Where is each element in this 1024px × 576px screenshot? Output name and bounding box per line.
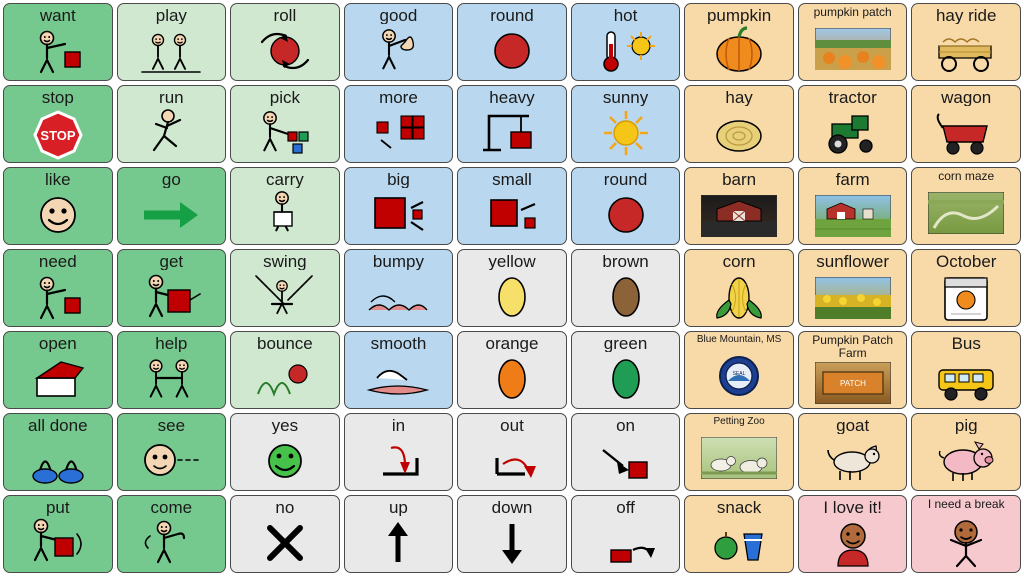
stick-figure-reaching-red-box-icon bbox=[5, 24, 111, 78]
board-cell-sunflower[interactable] bbox=[798, 249, 908, 327]
cell-label: all done bbox=[27, 416, 88, 434]
photo-corn-maze-icon bbox=[913, 183, 1019, 242]
thermometer-sun-icon bbox=[573, 24, 679, 78]
face-seeing-icon bbox=[119, 434, 225, 488]
apple-drink-snack-icon bbox=[686, 516, 792, 570]
bouncing-ball-icon bbox=[232, 352, 338, 406]
cell-label: put bbox=[45, 498, 70, 516]
board-cell-up[interactable] bbox=[344, 495, 454, 573]
board-cell-wagon[interactable] bbox=[911, 85, 1021, 163]
board-cell-swing[interactable] bbox=[230, 249, 340, 327]
board-cell-barn[interactable] bbox=[684, 167, 794, 245]
cell-label: smooth bbox=[370, 334, 427, 352]
cell-label: sunflower bbox=[816, 252, 890, 271]
cell-label: more bbox=[379, 88, 418, 106]
cell-label: up bbox=[388, 498, 408, 516]
cell-label: goat bbox=[836, 416, 870, 434]
cell-label: October bbox=[935, 252, 997, 270]
cell-label: see bbox=[157, 416, 186, 434]
arrow-into-box-icon bbox=[346, 434, 452, 488]
cell-label: brown bbox=[602, 252, 649, 270]
figure-putting-box-icon bbox=[5, 516, 111, 570]
cell-label: open bbox=[38, 334, 77, 352]
cell-label: go bbox=[161, 170, 181, 188]
cell-label: sunny bbox=[602, 88, 649, 106]
board-cell-like[interactable] bbox=[3, 167, 113, 245]
board-cell-petting-zoo[interactable] bbox=[684, 413, 794, 491]
board-cell-more[interactable] bbox=[344, 85, 454, 163]
green-arrow-right-icon bbox=[119, 188, 225, 242]
cell-label: play bbox=[155, 6, 187, 24]
cell-label: pumpkin patch bbox=[813, 5, 892, 19]
cell-label: need bbox=[38, 252, 77, 270]
board-cell-goat[interactable] bbox=[798, 413, 908, 491]
board-cell-on[interactable] bbox=[571, 413, 681, 491]
person-thumbs-up-icon bbox=[346, 24, 452, 78]
pumpkin-icon bbox=[686, 24, 792, 78]
board-cell-open[interactable] bbox=[3, 331, 113, 409]
svg-text:STOP: STOP bbox=[40, 128, 76, 143]
arrow-onto-box-icon bbox=[573, 434, 679, 488]
board-cell-snack[interactable] bbox=[684, 495, 794, 573]
hay-bale-icon bbox=[686, 106, 792, 160]
two-figures-helping-icon bbox=[119, 352, 225, 406]
calendar-october-icon bbox=[913, 270, 1019, 324]
board-cell-out[interactable] bbox=[457, 413, 567, 491]
cell-label: barn bbox=[722, 170, 757, 189]
board-cell-farm[interactable] bbox=[798, 167, 908, 245]
cell-label: hay ride bbox=[935, 6, 997, 24]
board-cell-hot[interactable] bbox=[571, 3, 681, 81]
arrow-down-icon bbox=[459, 516, 565, 570]
cell-label: wagon bbox=[941, 88, 992, 106]
photo-pumpkin-patch-farm-sign-icon bbox=[800, 360, 906, 406]
child-on-swing-icon bbox=[232, 270, 338, 324]
board-cell-get[interactable] bbox=[117, 249, 227, 327]
brown-oval-icon bbox=[573, 270, 679, 324]
red-circle-icon bbox=[573, 188, 679, 242]
photo-sunflower-field-icon bbox=[800, 271, 906, 324]
board-cell-orange[interactable] bbox=[457, 331, 567, 409]
board-cell-corn[interactable] bbox=[684, 249, 794, 327]
arrow-up-icon bbox=[346, 516, 452, 570]
board-cell-i-love-it[interactable] bbox=[798, 495, 908, 573]
sun-icon bbox=[573, 106, 679, 160]
cell-label: pumpkin bbox=[706, 6, 772, 24]
black-x-icon bbox=[232, 516, 338, 570]
two-children-playing-icon bbox=[119, 24, 225, 78]
svg-text:PATCH: PATCH bbox=[839, 379, 866, 388]
cell-label: yes bbox=[271, 416, 299, 434]
board-cell-want[interactable] bbox=[3, 3, 113, 81]
cell-label: I need a break bbox=[927, 497, 1005, 511]
figure-reaching-red-box-icon bbox=[5, 270, 111, 324]
board-cell-pumpkin-patch-farm[interactable] bbox=[798, 331, 908, 409]
cell-label: I love it! bbox=[823, 498, 882, 516]
arrow-off-box-icon bbox=[573, 516, 679, 570]
cell-label: Petting Zoo bbox=[713, 416, 765, 427]
board-cell-see[interactable] bbox=[117, 413, 227, 491]
blocks-more-icon bbox=[346, 106, 452, 160]
board-cell-good[interactable] bbox=[344, 3, 454, 81]
board-cell-bounce[interactable] bbox=[230, 331, 340, 409]
board-cell-green[interactable] bbox=[571, 331, 681, 409]
svg-text:SEAL: SEAL bbox=[732, 370, 746, 377]
cell-label: carry bbox=[265, 170, 304, 188]
board-cell-yellow[interactable] bbox=[457, 249, 567, 327]
figure-picking-blocks-icon bbox=[232, 106, 338, 160]
board-cell-sunny[interactable] bbox=[571, 85, 681, 163]
cell-label: out bbox=[500, 416, 524, 434]
school-bus-icon bbox=[913, 352, 1019, 406]
cell-label: corn bbox=[722, 252, 756, 270]
cell-label: small bbox=[492, 170, 532, 188]
cell-label: Blue Mountain, MS bbox=[696, 334, 782, 345]
hands-all-done-icon bbox=[5, 434, 111, 488]
cell-label: like bbox=[45, 170, 71, 188]
cell-label: corn maze bbox=[938, 169, 995, 183]
figure-grabbing-red-box-icon bbox=[119, 270, 225, 324]
board-cell-play[interactable] bbox=[117, 3, 227, 81]
big-red-square-icon bbox=[346, 188, 452, 242]
red-wagon-icon bbox=[913, 106, 1019, 160]
cell-label: down bbox=[491, 498, 533, 516]
town-seal-icon bbox=[686, 345, 792, 406]
board-cell-big[interactable] bbox=[344, 167, 454, 245]
board-cell-tractor[interactable] bbox=[798, 85, 908, 163]
cell-label: bumpy bbox=[372, 252, 424, 270]
board-cell-brown[interactable] bbox=[571, 249, 681, 327]
cell-label: farm bbox=[835, 170, 870, 189]
photo-farm-icon bbox=[800, 189, 906, 242]
board-cell-stop[interactable] bbox=[3, 85, 113, 163]
green-smiley-yes-icon bbox=[232, 434, 338, 488]
cell-label: want bbox=[39, 6, 76, 24]
red-ball-rolling-arrows-icon bbox=[232, 24, 338, 78]
board-cell-corn-maze[interactable] bbox=[911, 167, 1021, 245]
board-cell-smooth[interactable] bbox=[344, 331, 454, 409]
smooth-surface-hand-icon bbox=[346, 352, 452, 406]
board-cell-bumpy[interactable] bbox=[344, 249, 454, 327]
hay-wagon-icon bbox=[913, 24, 1019, 78]
cell-label: big bbox=[387, 170, 410, 188]
board-cell-help[interactable] bbox=[117, 331, 227, 409]
running-figure-icon bbox=[119, 106, 225, 160]
stop-sign-icon bbox=[5, 106, 111, 160]
board-cell-round[interactable] bbox=[571, 167, 681, 245]
board-cell-roll[interactable] bbox=[230, 3, 340, 81]
board-cell-pick[interactable] bbox=[230, 85, 340, 163]
cell-label: pick bbox=[269, 88, 300, 106]
figure-carrying-box-icon bbox=[232, 188, 338, 242]
board-cell-i-need-a-break[interactable] bbox=[911, 495, 1021, 573]
person-heart-love-icon bbox=[800, 516, 906, 570]
board-cell-blue-mountain-ms[interactable] bbox=[684, 331, 794, 409]
board-cell-down[interactable] bbox=[457, 495, 567, 573]
cell-label: round bbox=[603, 170, 648, 188]
board-cell-go[interactable] bbox=[117, 167, 227, 245]
board-cell-pumpkin-patch[interactable] bbox=[798, 3, 908, 81]
board-cell-put[interactable] bbox=[3, 495, 113, 573]
board-cell-october[interactable] bbox=[911, 249, 1021, 327]
figure-come-here-icon bbox=[119, 516, 225, 570]
cell-label: get bbox=[159, 252, 184, 270]
board-cell-in[interactable] bbox=[344, 413, 454, 491]
opening-box-icon bbox=[5, 352, 111, 406]
cell-label: round bbox=[490, 6, 534, 24]
board-cell-small[interactable] bbox=[457, 167, 567, 245]
cell-label: green bbox=[603, 334, 648, 352]
cell-label: snack bbox=[716, 498, 762, 516]
arrow-out-of-box-icon bbox=[459, 434, 565, 488]
board-cell-round[interactable] bbox=[457, 3, 567, 81]
cell-label: heavy bbox=[489, 88, 535, 106]
bumpy-road-icon bbox=[346, 270, 452, 324]
board-cell-run[interactable] bbox=[117, 85, 227, 163]
board-cell-bus[interactable] bbox=[911, 331, 1021, 409]
photo-pumpkin-field-icon bbox=[800, 19, 906, 78]
smiley-face-icon bbox=[5, 188, 111, 242]
yellow-oval-icon bbox=[459, 270, 565, 324]
board-cell-all-done[interactable] bbox=[3, 413, 113, 491]
cell-label: good bbox=[379, 6, 418, 24]
cell-label: hay bbox=[725, 88, 753, 106]
cell-label: in bbox=[391, 416, 406, 434]
pig-icon bbox=[913, 434, 1019, 488]
cell-label: run bbox=[159, 88, 184, 106]
cell-label: stop bbox=[41, 88, 74, 106]
board-cell-off[interactable] bbox=[571, 495, 681, 573]
cell-label: come bbox=[150, 498, 193, 516]
small-red-square-icon bbox=[459, 188, 565, 242]
board-cell-yes[interactable] bbox=[230, 413, 340, 491]
cell-label: tractor bbox=[828, 88, 877, 106]
photo-barn-icon bbox=[686, 189, 792, 242]
board-cell-pumpkin[interactable] bbox=[684, 3, 794, 81]
board-cell-come[interactable] bbox=[117, 495, 227, 573]
red-circle-icon bbox=[459, 24, 565, 78]
cell-label: hot bbox=[613, 6, 638, 24]
cell-label: yellow bbox=[488, 252, 536, 270]
cell-label: on bbox=[616, 416, 635, 434]
board-cell-carry[interactable] bbox=[230, 167, 340, 245]
cell-label: pig bbox=[954, 416, 978, 434]
cell-label: help bbox=[155, 334, 188, 352]
photo-petting-zoo-icon bbox=[686, 427, 792, 488]
cell-label: Bus bbox=[951, 334, 981, 352]
board-cell-hay-ride[interactable] bbox=[911, 3, 1021, 81]
cell-label: roll bbox=[273, 6, 297, 24]
person-break-icon bbox=[913, 511, 1019, 570]
cell-label: bounce bbox=[256, 334, 313, 352]
orange-oval-icon bbox=[459, 352, 565, 406]
corn-cob-icon bbox=[686, 270, 792, 324]
cell-label: orange bbox=[485, 334, 539, 352]
cell-label: off bbox=[616, 498, 635, 516]
goat-icon bbox=[800, 434, 906, 488]
cell-label: Pumpkin Patch Farm bbox=[812, 333, 894, 360]
board-cell-pig[interactable] bbox=[911, 413, 1021, 491]
cell-label: swing bbox=[263, 252, 307, 270]
green-oval-icon bbox=[573, 352, 679, 406]
crane-lifting-box-icon bbox=[459, 106, 565, 160]
board-cell-no[interactable] bbox=[230, 495, 340, 573]
board-cell-need[interactable] bbox=[3, 249, 113, 327]
cell-label: no bbox=[275, 498, 295, 516]
green-tractor-icon bbox=[800, 106, 906, 160]
board-cell-heavy[interactable] bbox=[457, 85, 567, 163]
board-cell-hay[interactable] bbox=[684, 85, 794, 163]
